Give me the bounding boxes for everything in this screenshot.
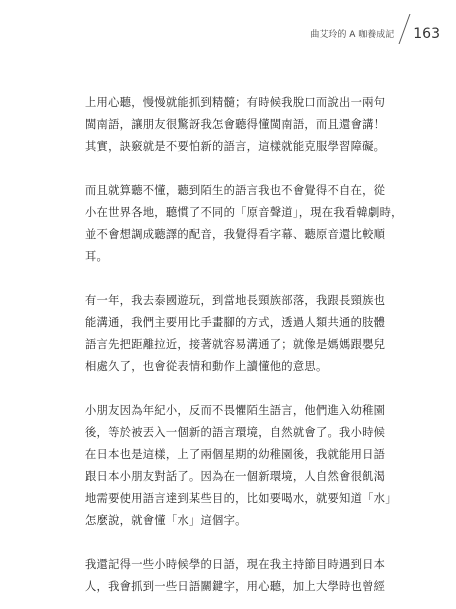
text-line: 在日本也是這樣，上了兩個星期的幼稚園後，我就能用日語 xyxy=(85,447,386,461)
text-line: 能溝通，我們主要用比手畫腳的方式，透過人類共通的肢體 xyxy=(85,315,386,329)
text-line: 我還記得一些小時候學的日語，現在我主持節目時遇到日本 xyxy=(85,557,386,571)
text-line: 語言先把距離拉近，接著就容易溝通了；就像是媽媽跟嬰兒 xyxy=(85,337,386,351)
paragraph xyxy=(85,290,386,378)
text-line: 其實，訣竅就是不要怕新的語言，這樣就能克服學習障礙。 xyxy=(85,140,386,154)
text-line: 有一年，我去泰國遊玩，到當地長頸族部落，我跟長頸族也 xyxy=(85,293,386,307)
body-text xyxy=(85,92,403,598)
text-line: 閩南語，讓朋友很驚訝我怎會聽得懂閩南語，而且還會講！ xyxy=(85,118,386,132)
text-line: 跟日本小朋友對話了。因為在一個新環境，人自然會很飢渴 xyxy=(85,469,386,483)
text-line: 而且就算聽不懂，聽到陌生的語言我也不會覺得不自在，從 xyxy=(85,183,386,197)
paragraph xyxy=(85,554,386,598)
text-line: 相處久了，也會從表情和動作上讀懂他的意思。 xyxy=(85,359,328,373)
text-line: 小朋友因為年紀小，反而不畏懼陌生語言，他們進入幼稚園 xyxy=(85,403,386,417)
paragraph xyxy=(85,180,403,268)
text-line: 小在世界各地，聽慣了不同的「原音聲道」，現在我看韓劇時， xyxy=(85,205,403,219)
text-line: 並不會想調成聽譯的配音，我覺得看字幕、聽原音還比較順 xyxy=(85,227,386,241)
header-divider xyxy=(399,14,411,44)
page-number: 163 xyxy=(413,26,440,42)
text-line: 後，等於被丟入一個新的語言環境，自然就會了。我小時候 xyxy=(85,425,386,439)
text-line: 地需要使用語言達到某些目的，比如要喝水，就要知道「水」 xyxy=(85,491,397,505)
paragraph xyxy=(85,92,386,158)
paragraph xyxy=(85,400,397,533)
text-line: 怎麼說，就會懂「水」這個字。 xyxy=(85,514,247,527)
text-line: 耳。 xyxy=(85,250,109,264)
text-line: 上用心聽，慢慢就能抓到精髓；有時候我脫口而說出一兩句 xyxy=(85,96,386,109)
running-header xyxy=(310,14,440,44)
running-header-title: 曲艾玲的 A 咖養成記 xyxy=(310,30,395,40)
text-line: 人，我會抓到一些日語關鍵字，用心聽，加上大學時也曾經 xyxy=(85,579,386,593)
